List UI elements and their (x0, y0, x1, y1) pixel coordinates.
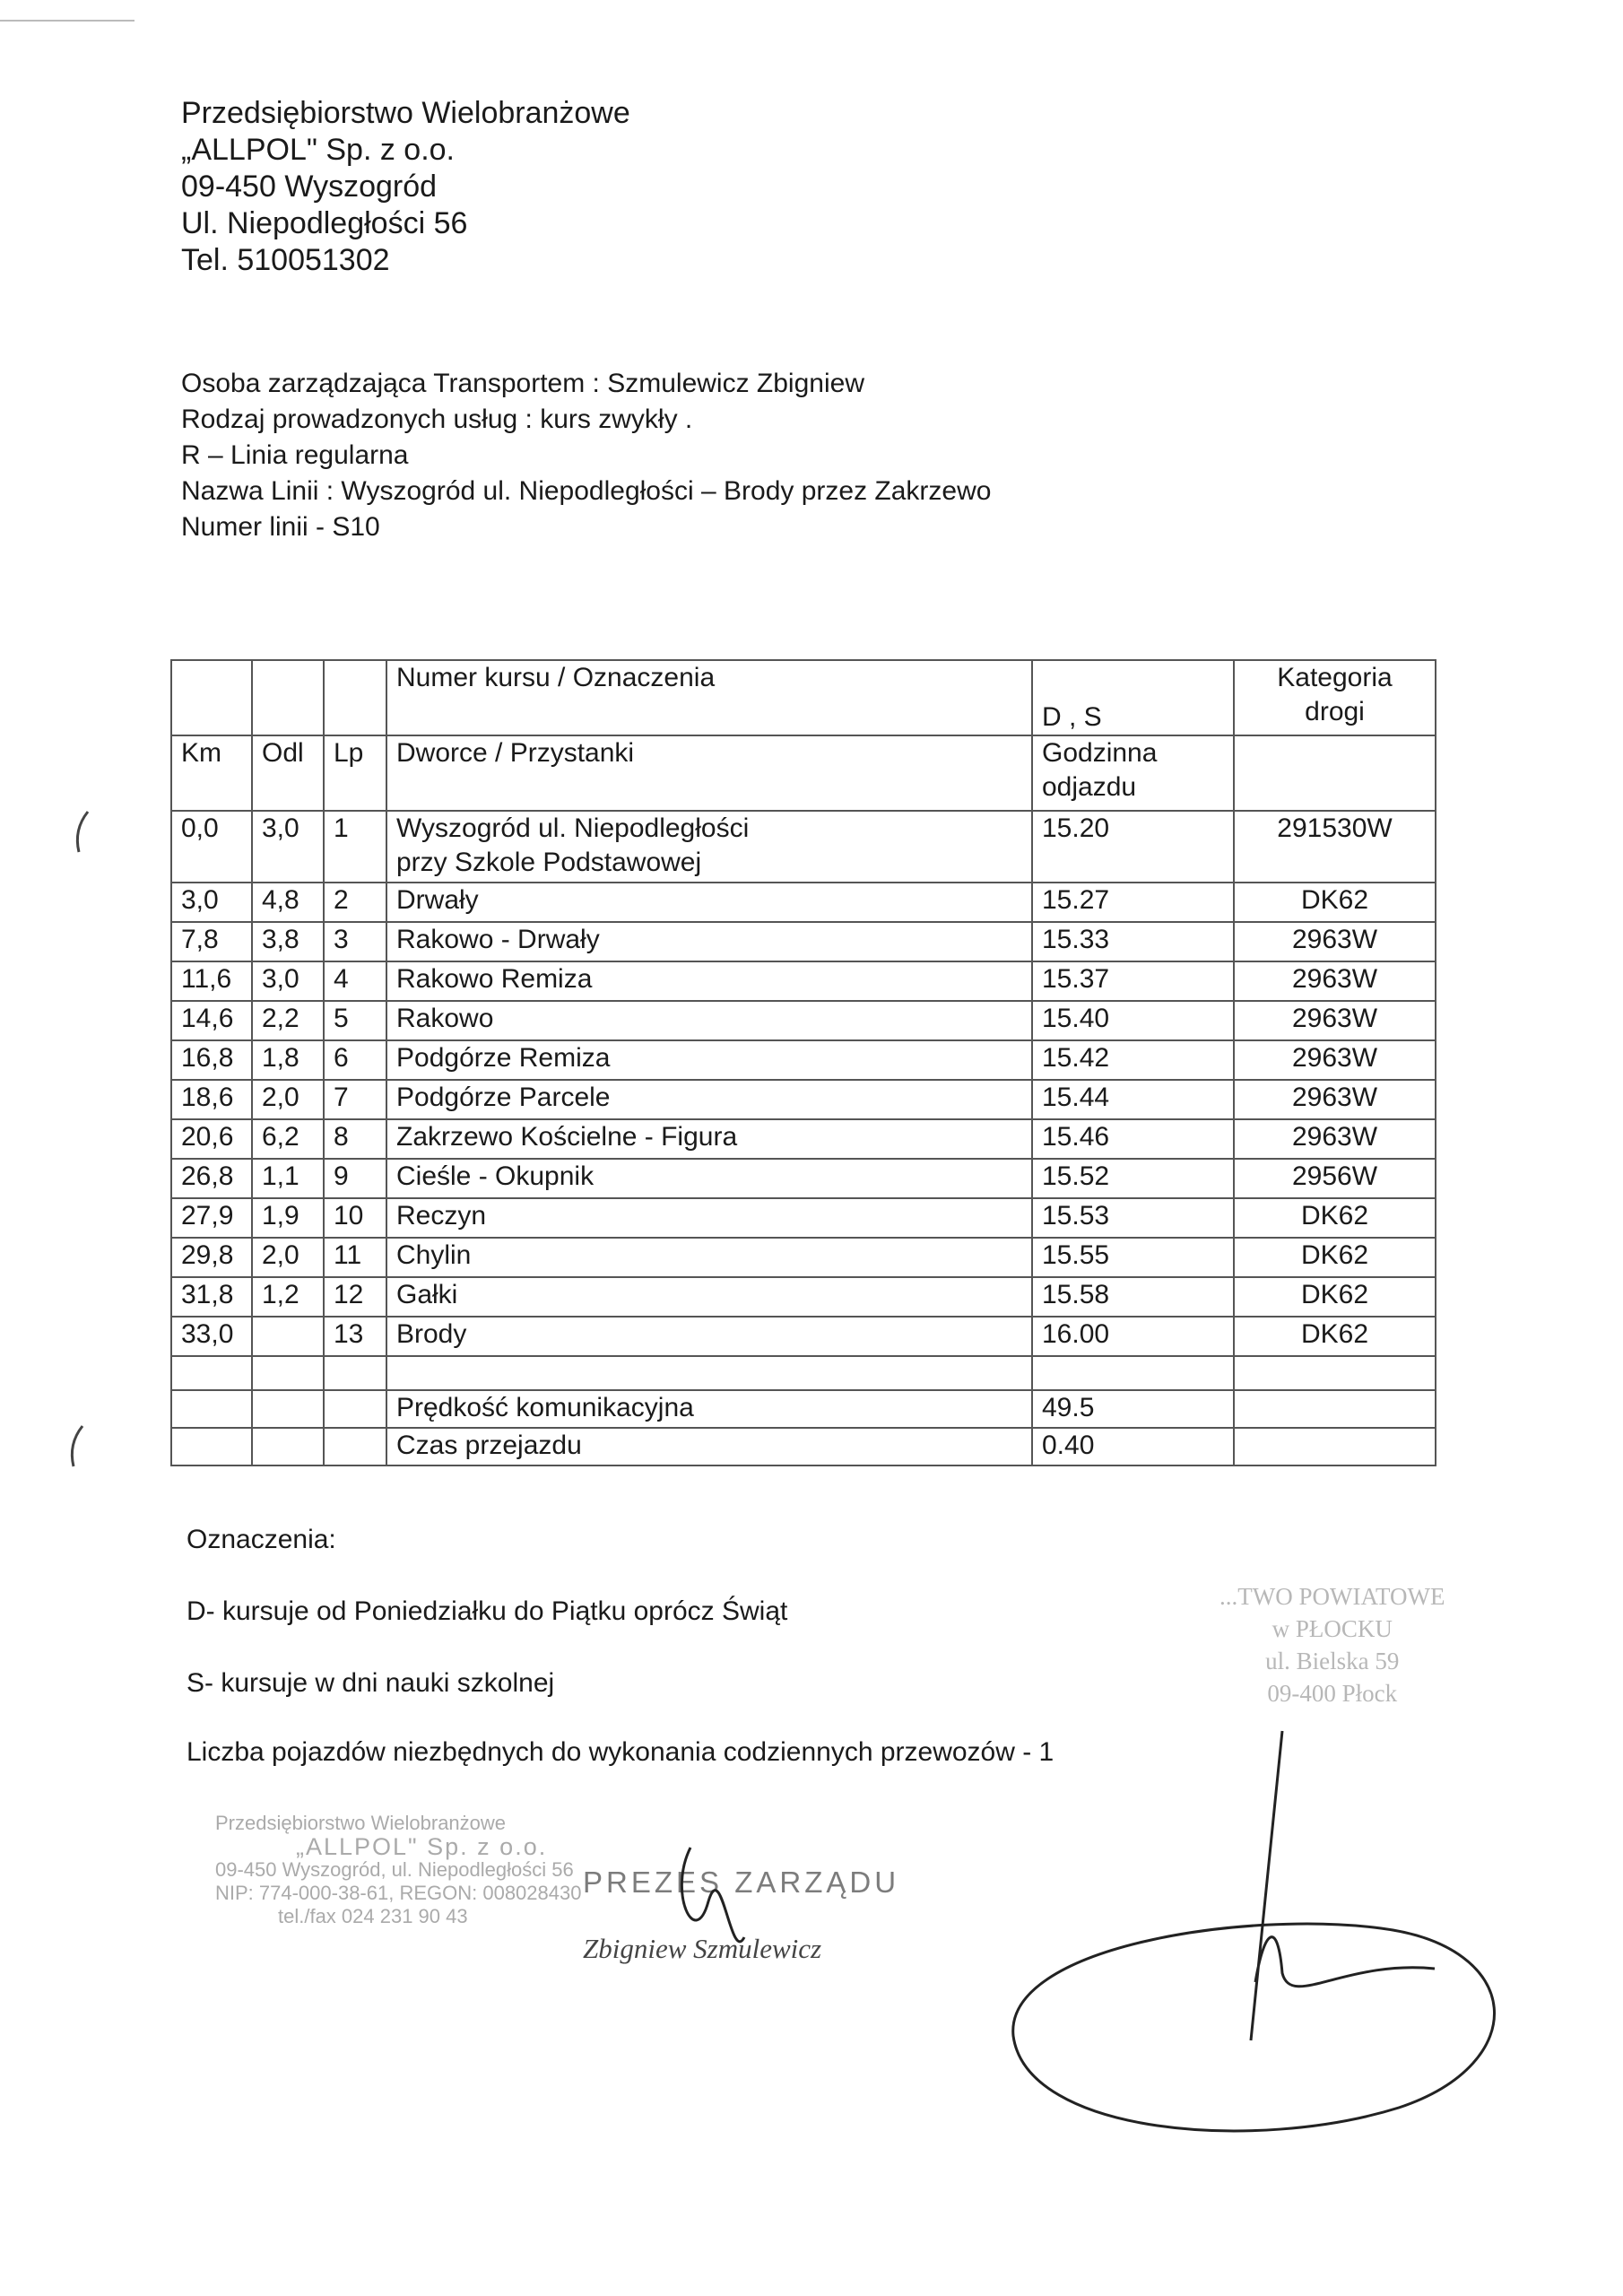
travel-time-label: Czas przejazdu (386, 1428, 1032, 1465)
left-margin-bracket (72, 1426, 82, 1466)
note-s: S- kursuje w dni nauki szkolnej (187, 1668, 555, 1698)
table-header-row-columns (171, 735, 1436, 811)
line-name: Nazwa Linii : Wyszogród ul. Niepodległości – Brody przez Zakrzewo (181, 476, 992, 506)
cell-time: 15.46 (1032, 1119, 1234, 1159)
cell-lp: 13 (324, 1317, 386, 1356)
cell-stop: Drwały (386, 883, 1032, 922)
cell-category: 2963W (1234, 1040, 1436, 1080)
cell-odl: 4,8 (252, 883, 324, 922)
cell-km: 14,6 (171, 1001, 252, 1040)
cell-odl: 1,8 (252, 1040, 324, 1080)
cell-stop: Cieśle - Okupnik (386, 1159, 1032, 1198)
cell-stop (386, 811, 1032, 883)
cell-stop: Podgórze Parcele (386, 1080, 1032, 1119)
cell-stop: Gałki (386, 1277, 1032, 1317)
stamp-company-legal: „ALLPOL" Sp. z o.o. (296, 1833, 548, 1860)
left-margin-bracket (77, 812, 88, 852)
cell-lp: 3 (324, 922, 386, 961)
cell-category: DK62 (1234, 1277, 1436, 1317)
header-departure: Godzinna odjazdu (1032, 735, 1234, 811)
cell-stop: Rakowo (386, 1001, 1032, 1040)
cell-category: 2956W (1234, 1159, 1436, 1198)
cell-time: 15.37 (1032, 961, 1234, 1001)
travel-time-value: 0.40 (1032, 1428, 1234, 1465)
header-km: Km (171, 735, 252, 811)
table-row (171, 1159, 1436, 1198)
cell-category: 2963W (1234, 1001, 1436, 1040)
cell-km: 31,8 (171, 1277, 252, 1317)
cell-odl: 2,0 (252, 1080, 324, 1119)
cell-lp: 1 (324, 811, 386, 883)
table-row (171, 811, 1436, 883)
cell-stop: Rakowo Remiza (386, 961, 1032, 1001)
oval-stamp-outline (1013, 1924, 1495, 2131)
line-type: R – Linia regularna (181, 440, 409, 470)
cell-odl: 1,1 (252, 1159, 324, 1198)
cell-km: 27,9 (171, 1198, 252, 1238)
service-type: Rodzaj prowadzonych usług : kurs zwykły . (181, 404, 693, 434)
cell-stop: Chylin (386, 1238, 1032, 1277)
cell-lp: 9 (324, 1159, 386, 1198)
table-row-empty (171, 1356, 1436, 1390)
header-category: Kategoria drogi (1234, 660, 1436, 735)
stamp-company-name: Przedsiębiorstwo Wielobranżowe (215, 1812, 507, 1834)
cell-category: DK62 (1234, 883, 1436, 922)
cell-odl (252, 1317, 324, 1356)
cell-time: 15.33 (1032, 922, 1234, 961)
cell-lp: 2 (324, 883, 386, 922)
cell-stop: Zakrzewo Kościelne - Figura (386, 1119, 1032, 1159)
table-row (171, 1119, 1436, 1159)
table-row (171, 1080, 1436, 1119)
table-row (171, 922, 1436, 961)
cell-odl: 2,0 (252, 1238, 324, 1277)
cell-category: DK62 (1234, 1238, 1436, 1277)
president-name: Zbigniew Szmulewicz (583, 1933, 822, 1964)
table-header-row-course (171, 660, 1436, 735)
cell-odl: 3,0 (252, 811, 324, 883)
header-course: Numer kursu / Oznaczenia (386, 660, 1032, 735)
cell-lp: 6 (324, 1040, 386, 1080)
cell-category: 2963W (1234, 1119, 1436, 1159)
company-street: Ul. Niepodległości 56 (181, 206, 468, 240)
table-row (171, 1238, 1436, 1277)
cell-km: 33,0 (171, 1317, 252, 1356)
table-row (171, 961, 1436, 1001)
office-stamp-line1: ...TWO POWIATOWE (1219, 1583, 1445, 1610)
note-d: D- kursuje od Poniedziałku do Piątku oprócz Świąt (187, 1596, 788, 1626)
header-odl: Odl (252, 735, 324, 811)
cell-lp: 11 (324, 1238, 386, 1277)
company-header (181, 95, 630, 279)
line-number: Numer linii - S10 (181, 512, 380, 542)
cell-lp: 12 (324, 1277, 386, 1317)
transport-manager: Osoba zarządzająca Transportem : Szmulewicz Zbigniew (181, 369, 864, 398)
cell-category: 2963W (1234, 922, 1436, 961)
cell-km: 20,6 (171, 1119, 252, 1159)
cell-time: 15.40 (1032, 1001, 1234, 1040)
header-lp: Lp (324, 735, 386, 811)
stop-name: Wyszogród ul. Niepodległości (396, 813, 750, 843)
stop-name-detail: przy Szkole Podstawowej (396, 848, 702, 877)
cell-km: 26,8 (171, 1159, 252, 1198)
cell-time: 15.55 (1032, 1238, 1234, 1277)
cell-category: 2963W (1234, 961, 1436, 1001)
speed-label: Prędkość komunikacyjna (386, 1390, 1032, 1428)
timetable (170, 659, 1436, 1466)
cell-lp: 4 (324, 961, 386, 1001)
county-office-stamp (1219, 1580, 1445, 1709)
cell-category: 2963W (1234, 1080, 1436, 1119)
stamp-company-address: 09-450 Wyszogród, ul. Niepodległości 56 (215, 1858, 574, 1881)
cell-time: 15.52 (1032, 1159, 1234, 1198)
cell-odl: 3,0 (252, 961, 324, 1001)
stamp-company-phone: tel./fax 024 231 90 43 (278, 1905, 468, 1927)
cell-time: 15.42 (1032, 1040, 1234, 1080)
cell-km: 18,6 (171, 1080, 252, 1119)
notes-title: Oznaczenia: (187, 1525, 336, 1554)
cell-time: 16.00 (1032, 1317, 1234, 1356)
cell-stop: Reczyn (386, 1198, 1032, 1238)
vehicles-note: Liczba pojazdów niezbędnych do wykonania codziennych przewozów - 1 (187, 1737, 1055, 1767)
scan-edge-mark (0, 20, 135, 22)
table-row (171, 1040, 1436, 1080)
company-postal-city: 09-450 Wyszogród (181, 170, 438, 204)
cell-lp: 10 (324, 1198, 386, 1238)
cell-stop: Podgórze Remiza (386, 1040, 1032, 1080)
speed-row (171, 1390, 1436, 1428)
header-stops: Dworce / Przystanki (386, 735, 1032, 811)
cell-lp: 8 (324, 1119, 386, 1159)
president-stamp: PREZES ZARZĄDU (583, 1866, 900, 1899)
company-name: Przedsiębiorstwo Wielobranżowe (181, 96, 630, 130)
cell-odl: 6,2 (252, 1119, 324, 1159)
cell-stop: Brody (386, 1317, 1032, 1356)
office-stamp-line3: ul. Bielska 59 (1265, 1648, 1400, 1674)
company-legal-name: „ALLPOL" Sp. z o.o. (181, 133, 456, 167)
cell-category: 291530W (1234, 811, 1436, 883)
company-stamp (215, 1812, 581, 1928)
cell-odl: 1,9 (252, 1198, 324, 1238)
cell-time: 15.20 (1032, 811, 1234, 883)
cell-odl: 2,2 (252, 1001, 324, 1040)
cell-time: 15.27 (1032, 883, 1234, 922)
cell-km: 29,8 (171, 1238, 252, 1277)
table-row (171, 1317, 1436, 1356)
cell-km: 11,6 (171, 961, 252, 1001)
speed-value: 49.5 (1032, 1390, 1234, 1428)
header-ds: D , S (1032, 660, 1234, 735)
cell-time: 15.44 (1032, 1080, 1234, 1119)
line-info (181, 366, 991, 545)
cell-odl: 1,2 (252, 1277, 324, 1317)
company-phone: Tel. 510051302 (181, 243, 390, 277)
stamp-company-ids: NIP: 774-000-38-61, REGON: 008028430 (215, 1882, 582, 1904)
cell-km: 0,0 (171, 811, 252, 883)
cell-lp: 7 (324, 1080, 386, 1119)
cell-lp: 5 (324, 1001, 386, 1040)
table-row (171, 1198, 1436, 1238)
cell-stop: Rakowo - Drwały (386, 922, 1032, 961)
cell-km: 16,8 (171, 1040, 252, 1080)
travel-time-row (171, 1428, 1436, 1465)
cell-category: DK62 (1234, 1198, 1436, 1238)
stop-rows (171, 883, 1436, 1356)
office-stamp-line2: w PŁOCKU (1271, 1615, 1393, 1642)
table-row (171, 1277, 1436, 1317)
table-row (171, 883, 1436, 922)
cell-time: 15.58 (1032, 1277, 1234, 1317)
cell-km: 7,8 (171, 922, 252, 961)
cell-odl: 3,8 (252, 922, 324, 961)
official-signature (1251, 1731, 1435, 2040)
office-stamp-line4: 09-400 Płock (1267, 1680, 1398, 1707)
cell-km: 3,0 (171, 883, 252, 922)
cell-time: 15.53 (1032, 1198, 1234, 1238)
table-row (171, 1001, 1436, 1040)
cell-category: DK62 (1234, 1317, 1436, 1356)
